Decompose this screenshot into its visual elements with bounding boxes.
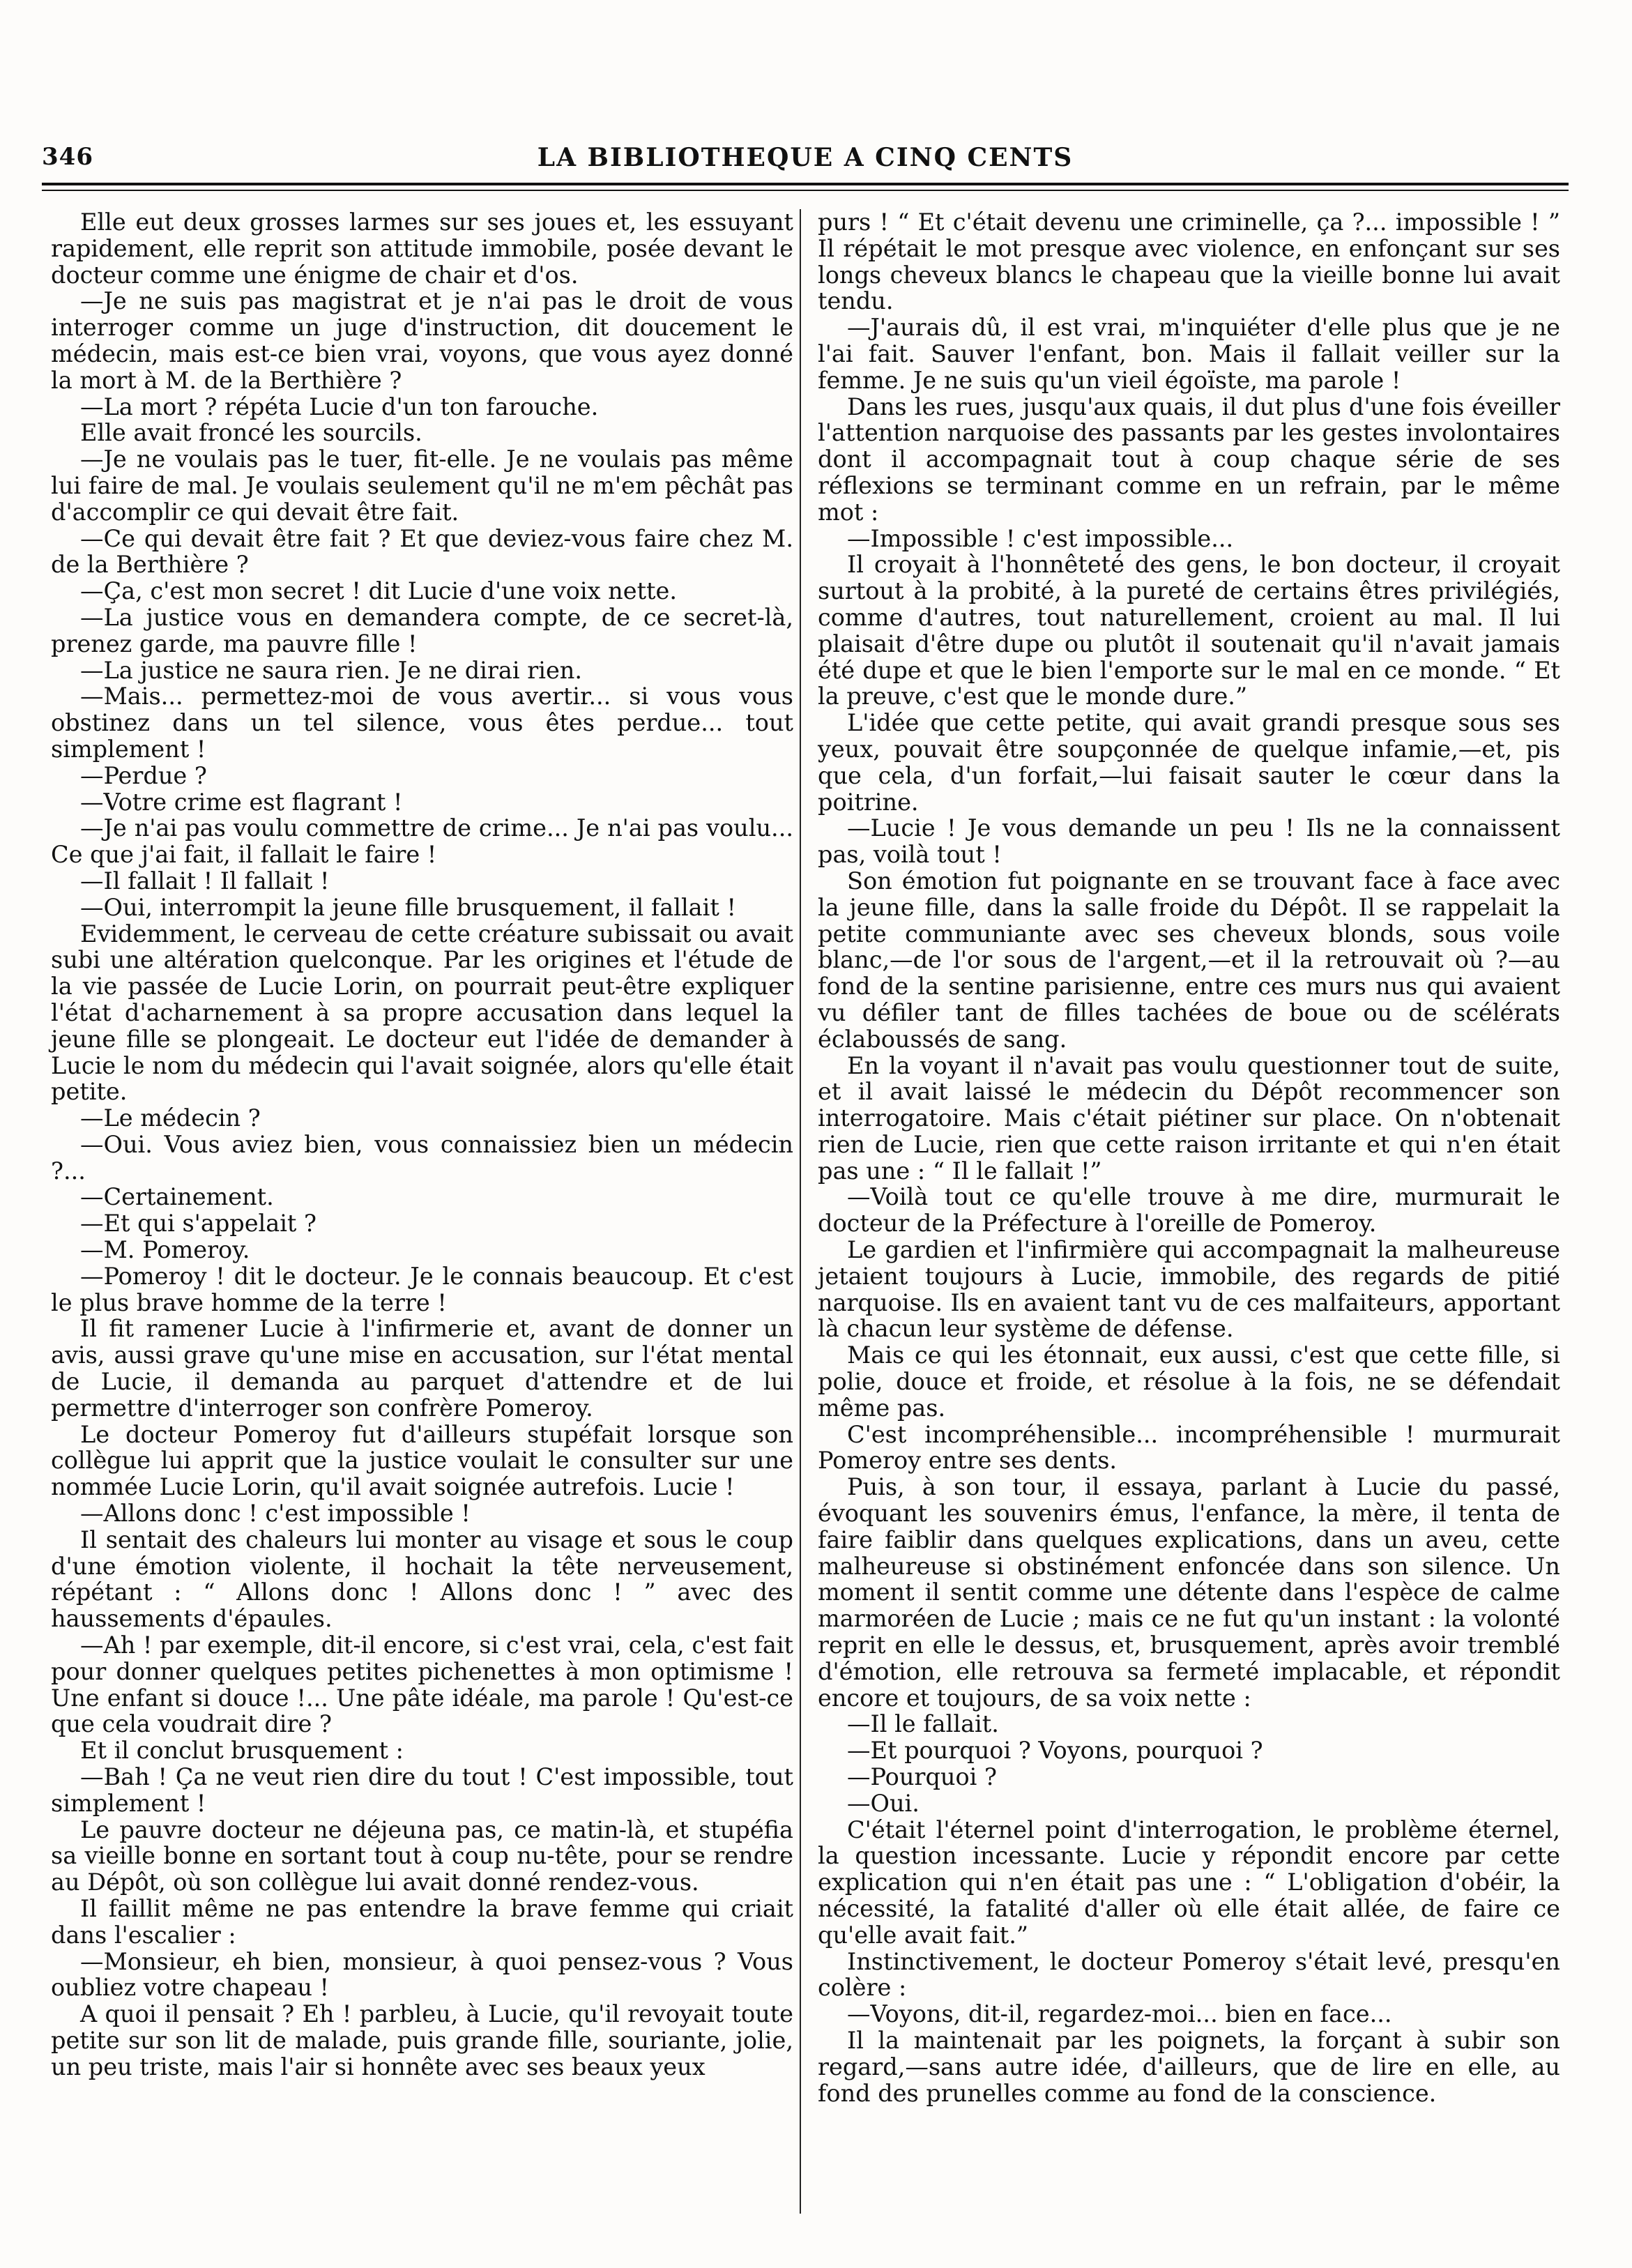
paragraph: Mais ce qui les étonnait, eux aussi, c'est que cette fille, si polie, douce et froide, et résolue à la fois, ne se défendait même pas. bbox=[818, 1341, 1560, 1422]
paragraph: Dans les rues, jusqu'aux quais, il dut plus d'une fois éveiller l'attention narquoise des passants par les gestes involontaires dont il accompagnait tout à coup chaque série de ses réflexions se terminant comme en un refrain, par le même mot : bbox=[818, 393, 1560, 526]
right-column bbox=[818, 209, 1560, 2106]
column-divider bbox=[800, 209, 801, 2214]
paragraph: —Monsieur, eh bien, monsieur, à quoi pensez-vous ? Vous oubliez votre chapeau ! bbox=[51, 1947, 793, 2002]
paragraph: —Oui, interrompit la jeune fille brusquement, il fallait ! bbox=[80, 893, 736, 921]
paragraph: —La mort ? répéta Lucie d'un ton farouche. bbox=[80, 393, 599, 420]
header-rule-thin bbox=[42, 190, 1569, 191]
paragraph: —Il le fallait. bbox=[847, 1710, 999, 1738]
paragraph: —Mais... permettez-moi de vous avertir... si vous vous obstinez dans un tel silence, vous êtes perdue... tout simplement ! bbox=[51, 683, 793, 763]
paragraph: —Oui. Vous aviez bien, vous connaissiez bien un médecin ?... bbox=[51, 1130, 793, 1185]
paragraph: Il fit ramener Lucie à l'infirmerie et, avant de donner un avis, aussi grave qu'une mise en accusation, sur l'état mental de Lucie, il demanda au parquet d'attendre et de lui permettre d'interroger son confrère Pomeroy. bbox=[51, 1315, 793, 1422]
paragraph: —Ah ! par exemple, dit-il encore, si c'est vrai, cela, c'est fait pour donner quelques petites pichenettes à mon optimisme ! Une enfant si douce !... Une pâte idéale, ma parole ! Qu'est-ce que cela voudrait dire ? bbox=[51, 1631, 793, 1738]
paragraph: Le docteur Pomeroy fut d'ailleurs stupéfait lorsque son collègue lui apprit que la justice voulait le consulter sur une nommée Lucie Lorin, qu'il avait soignée autrefois. Lucie ! bbox=[51, 1420, 793, 1501]
paragraph: —Certainement. bbox=[80, 1183, 274, 1211]
paragraph: —Lucie ! Je vous demande un peu ! Ils ne la connaissent pas, voilà tout ! bbox=[818, 814, 1560, 869]
paragraph: Il sentait des chaleurs lui monter au visage et sous le coup d'une émotion violente, il hochait la tête nerveusement, répétant : “ Allons donc ! Allons donc ! ” avec des haussements d'épaules. bbox=[51, 1525, 793, 1633]
paragraph: —Voilà tout ce qu'elle trouve à me dire, murmurait le docteur de la Préfecture à l'oreille de Pomeroy. bbox=[818, 1183, 1560, 1238]
paragraph: Puis, à son tour, il essaya, parlant à Lucie du passé, évoquant les souvenirs émus, l'enfance, la mère, il tenta de faire faiblir dans quelques explications, dans un aveu, cette malheureuse si obstinément enfoncée dans son silence. Un moment il sentit comme une détente dans l'espèce de calme marmoréen de Lucie ; mais ce ne fut qu'un instant : la volonté reprit en elle le dessus, et, brusquement, après avoir tremblé d'émotion, elle retrouva sa fermeté implacable, et répondit encore et toujours, de sa voix nette : bbox=[818, 1473, 1560, 1712]
paragraph: —Et pourquoi ? Voyons, pourquoi ? bbox=[847, 1737, 1263, 1765]
paragraph: C'est incompréhensible... incompréhensible ! murmurait Pomeroy entre ses dents. bbox=[818, 1420, 1560, 1475]
paragraph: Evidemment, le cerveau de cette créature subissait ou avait subi une altération quelconque. Par les origines et l'étude de la vie passée de Lucie Lorin, on pourrait peut-être expliquer l'état d'acharnement à sa propre accusation dans lequel la jeune fille se plongeait. Le docteur eut l'idée de demander à Lucie le nom du médecin qui l'avait soignée, alors qu'elle était petite. bbox=[51, 920, 793, 1106]
paragraph: —Ça, c'est mon secret ! dit Lucie d'une voix nette. bbox=[80, 577, 677, 605]
paragraph: A quoi il pensait ? Eh ! parbleu, à Lucie, qu'il revoyait toute petite sur son lit de malade, puis grande fille, souriante, jolie, un peu triste, mais l'air si honnête avec ses beaux yeux bbox=[51, 2000, 793, 2080]
paragraph: —Et qui s'appelait ? bbox=[80, 1210, 317, 1238]
paragraph: —Je n'ai pas voulu commettre de crime... Je n'ai pas voulu... Ce que j'ai fait, il fallait le faire ! bbox=[51, 814, 793, 869]
page-number: 346 bbox=[42, 143, 93, 171]
paragraph: —La justice ne saura rien. Je ne dirai rien. bbox=[80, 656, 583, 684]
paragraph: Elle avait froncé les sourcils. bbox=[80, 419, 422, 447]
paragraph: —J'aurais dû, il est vrai, m'inquiéter d'elle plus que je ne l'ai fait. Sauver l'enfant, bon. Mais il fallait veiller sur la femme. Je ne suis qu'un vieil égoïste, ma parole ! bbox=[818, 314, 1560, 394]
paragraph: Il croyait à l'honnêteté des gens, le bon docteur, il croyait surtout à la probité, à la pureté de certains êtres privilégiés, comme d'autres, tout naturellement, croient au mal. Il lui plaisait d'être dupe ou plutôt il soutenait qu'il n'avait jamais été dupe et que le bien l'emporte sur le mal en ce monde. “ Et la preuve, c'est que le monde dure.” bbox=[818, 551, 1560, 710]
paragraph: —Je ne suis pas magistrat et je n'ai pas le droit de vous interroger comme un juge d'instruction, dit doucement le médecin, mais est-ce bien vrai, voyons, que vous ayez donné la mort à M. de la Berthière ? bbox=[51, 287, 793, 394]
paragraph: —Pomeroy ! dit le docteur. Je le connais beaucoup. Et c'est le plus brave homme de la terre ! bbox=[51, 1262, 793, 1316]
paragraph: Le gardien et l'infirmière qui accompagnait la malheureuse jetaient toujours à Lucie, immobile, des regards de pitié narquoise. Ils en avaient tant vu de ces malfaiteurs, apportant là chacun leur système de défense. bbox=[818, 1236, 1560, 1343]
paragraph: Et il conclut brusquement : bbox=[80, 1737, 404, 1765]
paragraph: —Perdue ? bbox=[80, 761, 207, 789]
paragraph: —La justice vous en demandera compte, de ce secret-là, prenez garde, ma pauvre fille ! bbox=[51, 603, 793, 657]
paragraph: —Pourquoi ? bbox=[847, 1763, 997, 1791]
running-title: LA BIBLIOTHEQUE A CINQ CENTS bbox=[537, 143, 1074, 172]
paragraph: —Voyons, dit-il, regardez-moi... bien en face... bbox=[847, 2000, 1392, 2028]
paragraph: En la voyant il n'avait pas voulu questionner tout de suite, et il avait laissé le médecin du Dépôt recommencer son interrogatoire. Mais c'était piétiner sur place. On n'obtenait rien de Lucie, rien que cette raison irritante et qui n'en était pas une : “ Il le fallait !” bbox=[818, 1051, 1560, 1185]
paragraph: —Je ne voulais pas le tuer, fit-elle. Je ne voulais pas même lui faire de mal. Je voulais seulement qu'il ne m'em pêchât pas d'accomplir ce qui devait être fait. bbox=[51, 446, 793, 526]
paragraph: —Bah ! Ça ne veut rien dire du tout ! C'est impossible, tout simplement ! bbox=[51, 1763, 793, 1817]
paragraph: —Impossible ! c'est impossible... bbox=[847, 524, 1234, 552]
paragraph: L'idée que cette petite, qui avait grandi presque sous ses yeux, pouvait être soupçonnée de quelque infamie,—et, pis que cela, d'un forfait,—lui faisait sauter le cœur dans la poitrine. bbox=[818, 709, 1560, 816]
paragraph: Il faillit même ne pas entendre la brave femme qui criait dans l'escalier : bbox=[51, 1895, 793, 1949]
page-header bbox=[42, 143, 1569, 185]
paragraph: —M. Pomeroy. bbox=[80, 1236, 250, 1264]
paragraph: —Votre crime est flagrant ! bbox=[80, 788, 403, 816]
header-rule bbox=[42, 183, 1569, 185]
paragraph: Il la maintenait par les poignets, la forçant à subir son regard,—sans autre idée, d'ailleurs, que de lire en elle, au fond des prunelles comme au fond de la conscience. bbox=[818, 2026, 1560, 2107]
paragraph: purs ! “ Et c'était devenu une criminelle, ça ?... impossible ! ” Il répétait le mot presque avec violence, en enfonçant sur ses longs cheveux blancs le chapeau que la vieille bonne lui avait tendu. bbox=[818, 208, 1560, 315]
paragraph: —Ce qui devait être fait ? Et que deviez-vous faire chez M. de la Berthière ? bbox=[51, 524, 793, 579]
paragraph: C'était l'éternel point d'interrogation, le problème éternel, la question incessante. Lucie y répondit encore par cette explication qui n'en était pas une : “ L'obligation d'obéir, la nécessité, la fatalité d'aller où elle était allée, de faire ce qu'elle avait fait.” bbox=[818, 1816, 1560, 1949]
paragraph: —Allons donc ! c'est impossible ! bbox=[80, 1500, 471, 1528]
paragraph: Instinctivement, le docteur Pomeroy s'était levé, presqu'en colère : bbox=[818, 1947, 1560, 2002]
paragraph: —Oui. bbox=[847, 1789, 920, 1817]
paragraph: Le pauvre docteur ne déjeuna pas, ce matin-là, et stupéfia sa vieille bonne en sortant tout à coup nu-tête, pour se rendre au Dépôt, où son collègue lui avait donné rendez-vous. bbox=[51, 1816, 793, 1896]
left-column bbox=[51, 209, 793, 2080]
paragraph: —Il fallait ! Il fallait ! bbox=[80, 867, 330, 895]
paragraph: —Le médecin ? bbox=[80, 1104, 261, 1132]
paragraph: Son émotion fut poignante en se trouvant face à face avec la jeune fille, dans la salle froide du Dépôt. Il se rappelait la petite communiante avec ses cheveux blonds, sous voile blanc,—de l'or sous de l'argent,—et il la retrouvait où ?—au fond de la sentine parisienne, entre ces murs nus qui avaient vu défiler tant de filles tachées de boue ou de scélérats éclaboussés de sang. bbox=[818, 867, 1560, 1053]
paragraph: Elle eut deux grosses larmes sur ses joues et, les essuyant rapidement, elle reprit son attitude immobile, posée devant le docteur comme une énigme de chair et d'os. bbox=[51, 208, 793, 289]
